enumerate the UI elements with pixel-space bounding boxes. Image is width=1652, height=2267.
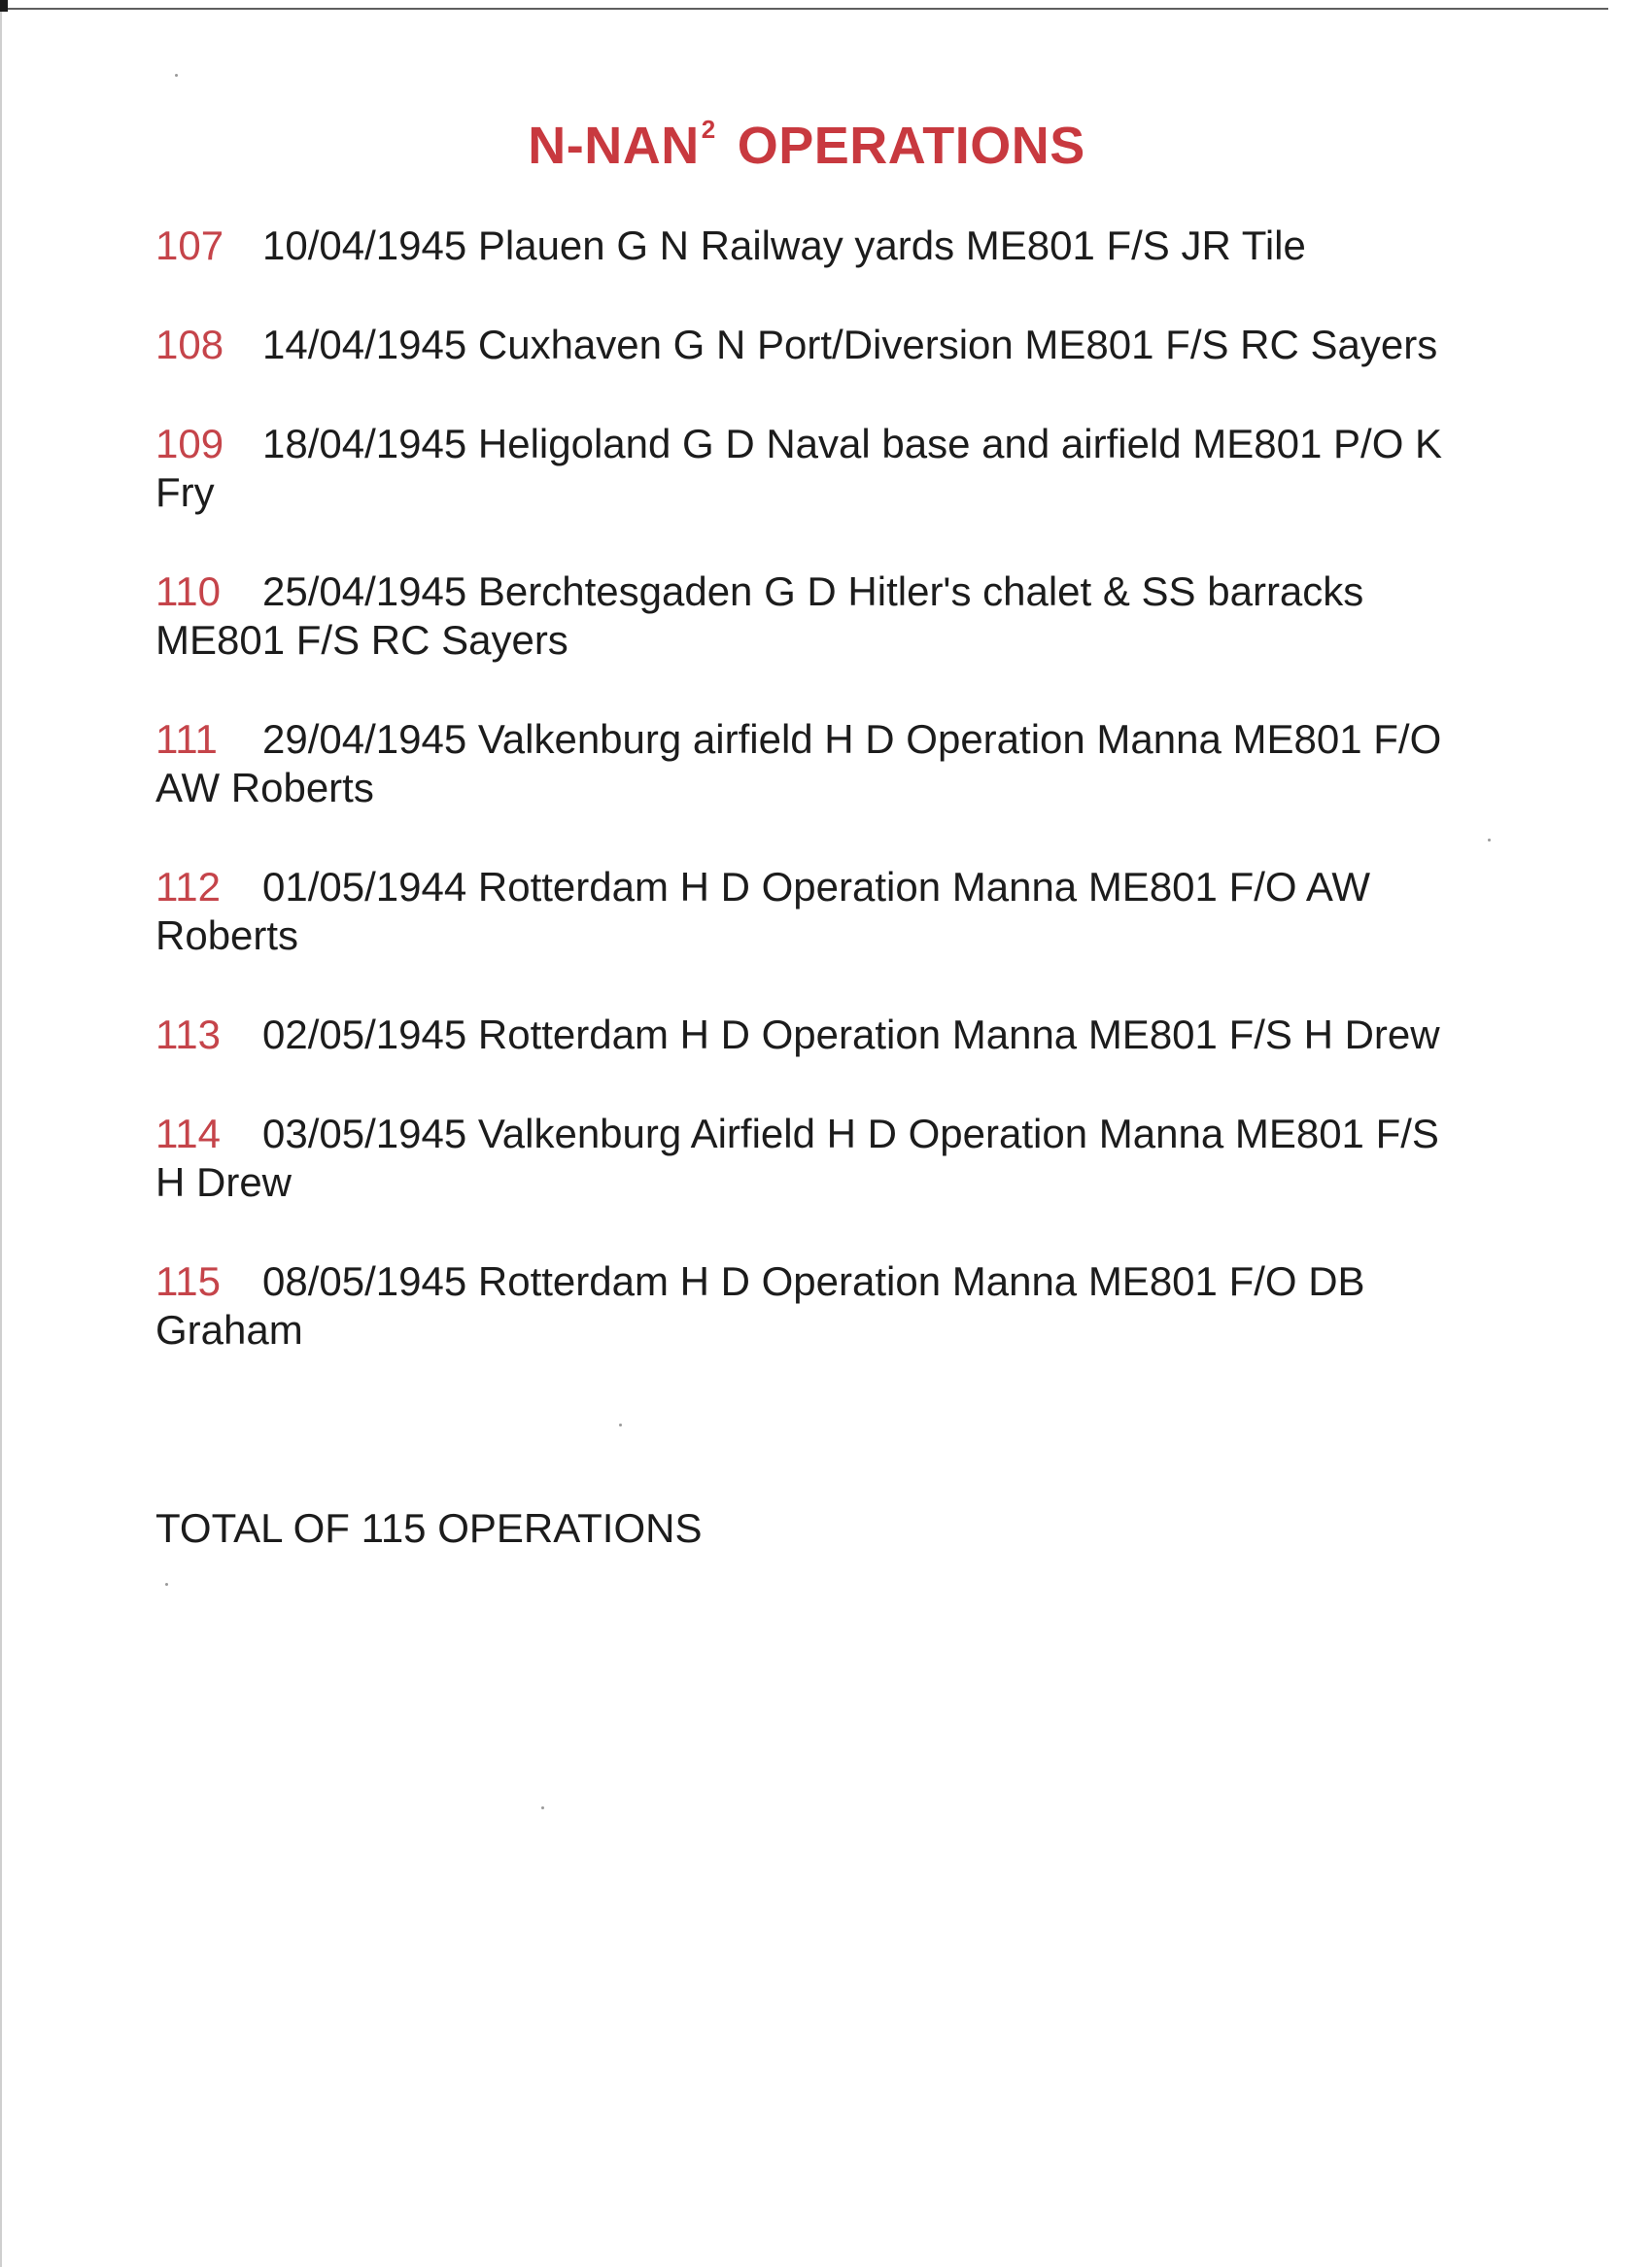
operation-entry-114 (155, 1110, 1458, 1207)
scan-speck (165, 1583, 168, 1586)
operation-text: 10/04/1945 Plauen G N Railway yards ME801 F/S JR Tile (262, 223, 1306, 268)
operation-entry-107 (155, 222, 1458, 270)
operation-text: 08/05/1945 Rotterdam H D Operation Manna ME801 F/O DB Graham (155, 1258, 1365, 1353)
operation-entry-115 (155, 1257, 1458, 1355)
operation-text: 03/05/1945 Valkenburg Airfield H D Operation Manna ME801 F/S H Drew (155, 1111, 1439, 1205)
operation-number: 111 (155, 716, 218, 762)
operation-entry-110 (155, 567, 1458, 665)
operation-text: 02/05/1945 Rotterdam H D Operation Manna ME801 F/S H Drew (262, 1012, 1440, 1057)
page-title-superscript: 2 (701, 115, 716, 144)
operation-text: 14/04/1945 Cuxhaven G N Port/Diversion ME801 F/S RC Sayers (262, 322, 1438, 367)
operation-number: 109 (155, 421, 224, 466)
operation-number: 113 (155, 1012, 221, 1057)
scan-speck (619, 1424, 622, 1426)
operation-number: 115 (155, 1258, 221, 1304)
scan-speck (175, 74, 178, 77)
scan-edge-top (0, 8, 1608, 10)
operation-number: 110 (155, 568, 221, 614)
operation-entry-108 (155, 321, 1458, 369)
operation-entry-112 (155, 863, 1458, 960)
operation-text: 01/05/1944 Rotterdam H D Operation Manna ME801 F/O AW Roberts (155, 864, 1371, 958)
operations-list (155, 222, 1458, 1405)
operation-number: 114 (155, 1111, 221, 1156)
operation-entry-111 (155, 715, 1458, 812)
operation-number: 107 (155, 223, 224, 268)
scan-speck (1488, 839, 1491, 842)
operation-text: 18/04/1945 Heligoland G D Naval base and airfield ME801 P/O K Fry (155, 421, 1443, 515)
operation-entry-113 (155, 1011, 1458, 1059)
operation-text: 29/04/1945 Valkenburg airfield H D Operation Manna ME801 F/O AW Roberts (155, 716, 1442, 810)
page-title-rest: OPERATIONS (737, 117, 1085, 175)
operation-number: 108 (155, 322, 224, 367)
operation-text: 25/04/1945 Berchtesgaden G D Hitler's chalet & SS barracks ME801 F/S RC Sayers (155, 568, 1364, 663)
page-title-main: N-NAN (528, 117, 700, 175)
scan-speck (541, 1806, 544, 1809)
scan-corner-mark (0, 0, 8, 12)
total-operations: TOTAL OF 115 OPERATIONS (155, 1505, 703, 1551)
operation-number: 112 (155, 864, 221, 910)
page-title (0, 115, 1613, 176)
scan-edge-left (0, 0, 2, 2267)
operation-entry-109 (155, 420, 1458, 517)
